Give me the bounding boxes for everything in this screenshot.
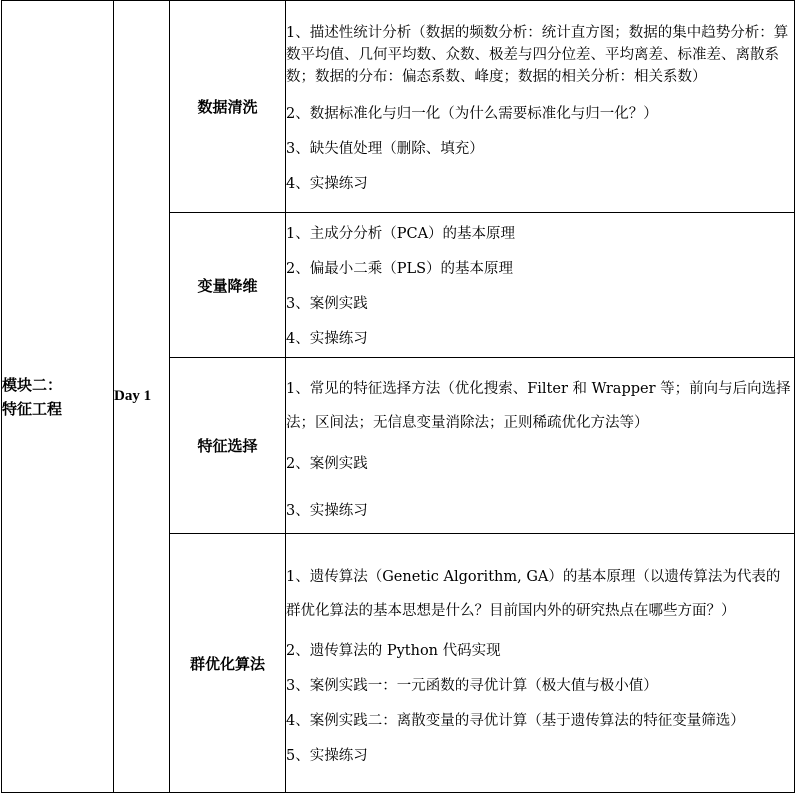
module-label-line2: 特征工程 xyxy=(2,399,63,418)
syllabus-table xyxy=(1,0,795,793)
table-row xyxy=(2,1,795,213)
list-item: 5、实操练习 xyxy=(286,748,368,764)
list-item: 2、数据标准化与归一化（为什么需要标准化与归一化？） xyxy=(286,105,658,122)
list-item: 2、遗传算法的 Python 代码实现 xyxy=(286,643,501,659)
topic-data-cleaning: 数据清洗 xyxy=(170,1,286,213)
list-item: 3、案例实践一：一元函数的寻优计算（极大值与极小值） xyxy=(286,678,658,694)
list-item: 4、案例实践二：离散变量的寻优计算（基于遗传算法的特征变量筛选） xyxy=(286,713,745,729)
content-dimensionality-reduction xyxy=(286,213,795,358)
list-item: 1、主成分分析（PCA）的基本原理 xyxy=(286,225,516,242)
list-item: 1、描述性统计分析（数据的频数分析：统计直方图；数据的集中趋势分析：算数平均值、几何平均数、众数、极差与四分位差、平均离差、标准差、离散系数；数据的分布：偏态系数、峰度；数据的相关分析：相关系数） xyxy=(286,24,789,85)
list-item: 2、案例实践 xyxy=(286,455,368,472)
content-swarm-optimization xyxy=(286,534,795,793)
list-item: 2、偏最小二乘（PLS）的基本原理 xyxy=(286,260,514,277)
module-label-line1: 模块二： xyxy=(2,375,63,394)
topic-feature-selection: 特征选择 xyxy=(170,358,286,534)
module-cell xyxy=(2,1,114,793)
day-cell: Day 1 xyxy=(114,1,170,793)
list-item: 1、遗传算法（Genetic Algorithm, GA）的基本原理（以遗传算法为代表的群优化算法的基本思想是什么？目前国内外的研究热点在哪些方面？） xyxy=(286,569,781,619)
list-item: 3、缺失值处理（删除、填充） xyxy=(286,140,484,157)
topic-dimensionality-reduction: 变量降维 xyxy=(170,213,286,358)
topic-swarm-optimization: 群优化算法 xyxy=(170,534,286,793)
list-item: 1、常见的特征选择方法（优化搜索、Filter 和 Wrapper 等；前向与后向选择法；区间法；无信息变量消除法；正则稀疏优化方法等） xyxy=(286,380,791,431)
content-feature-selection xyxy=(286,358,795,534)
list-item: 4、实操练习 xyxy=(286,175,368,192)
list-item: 4、实操练习 xyxy=(286,330,368,347)
list-item: 3、实操练习 xyxy=(286,502,368,519)
content-data-cleaning xyxy=(286,1,795,213)
list-item: 3、案例实践 xyxy=(286,295,368,312)
